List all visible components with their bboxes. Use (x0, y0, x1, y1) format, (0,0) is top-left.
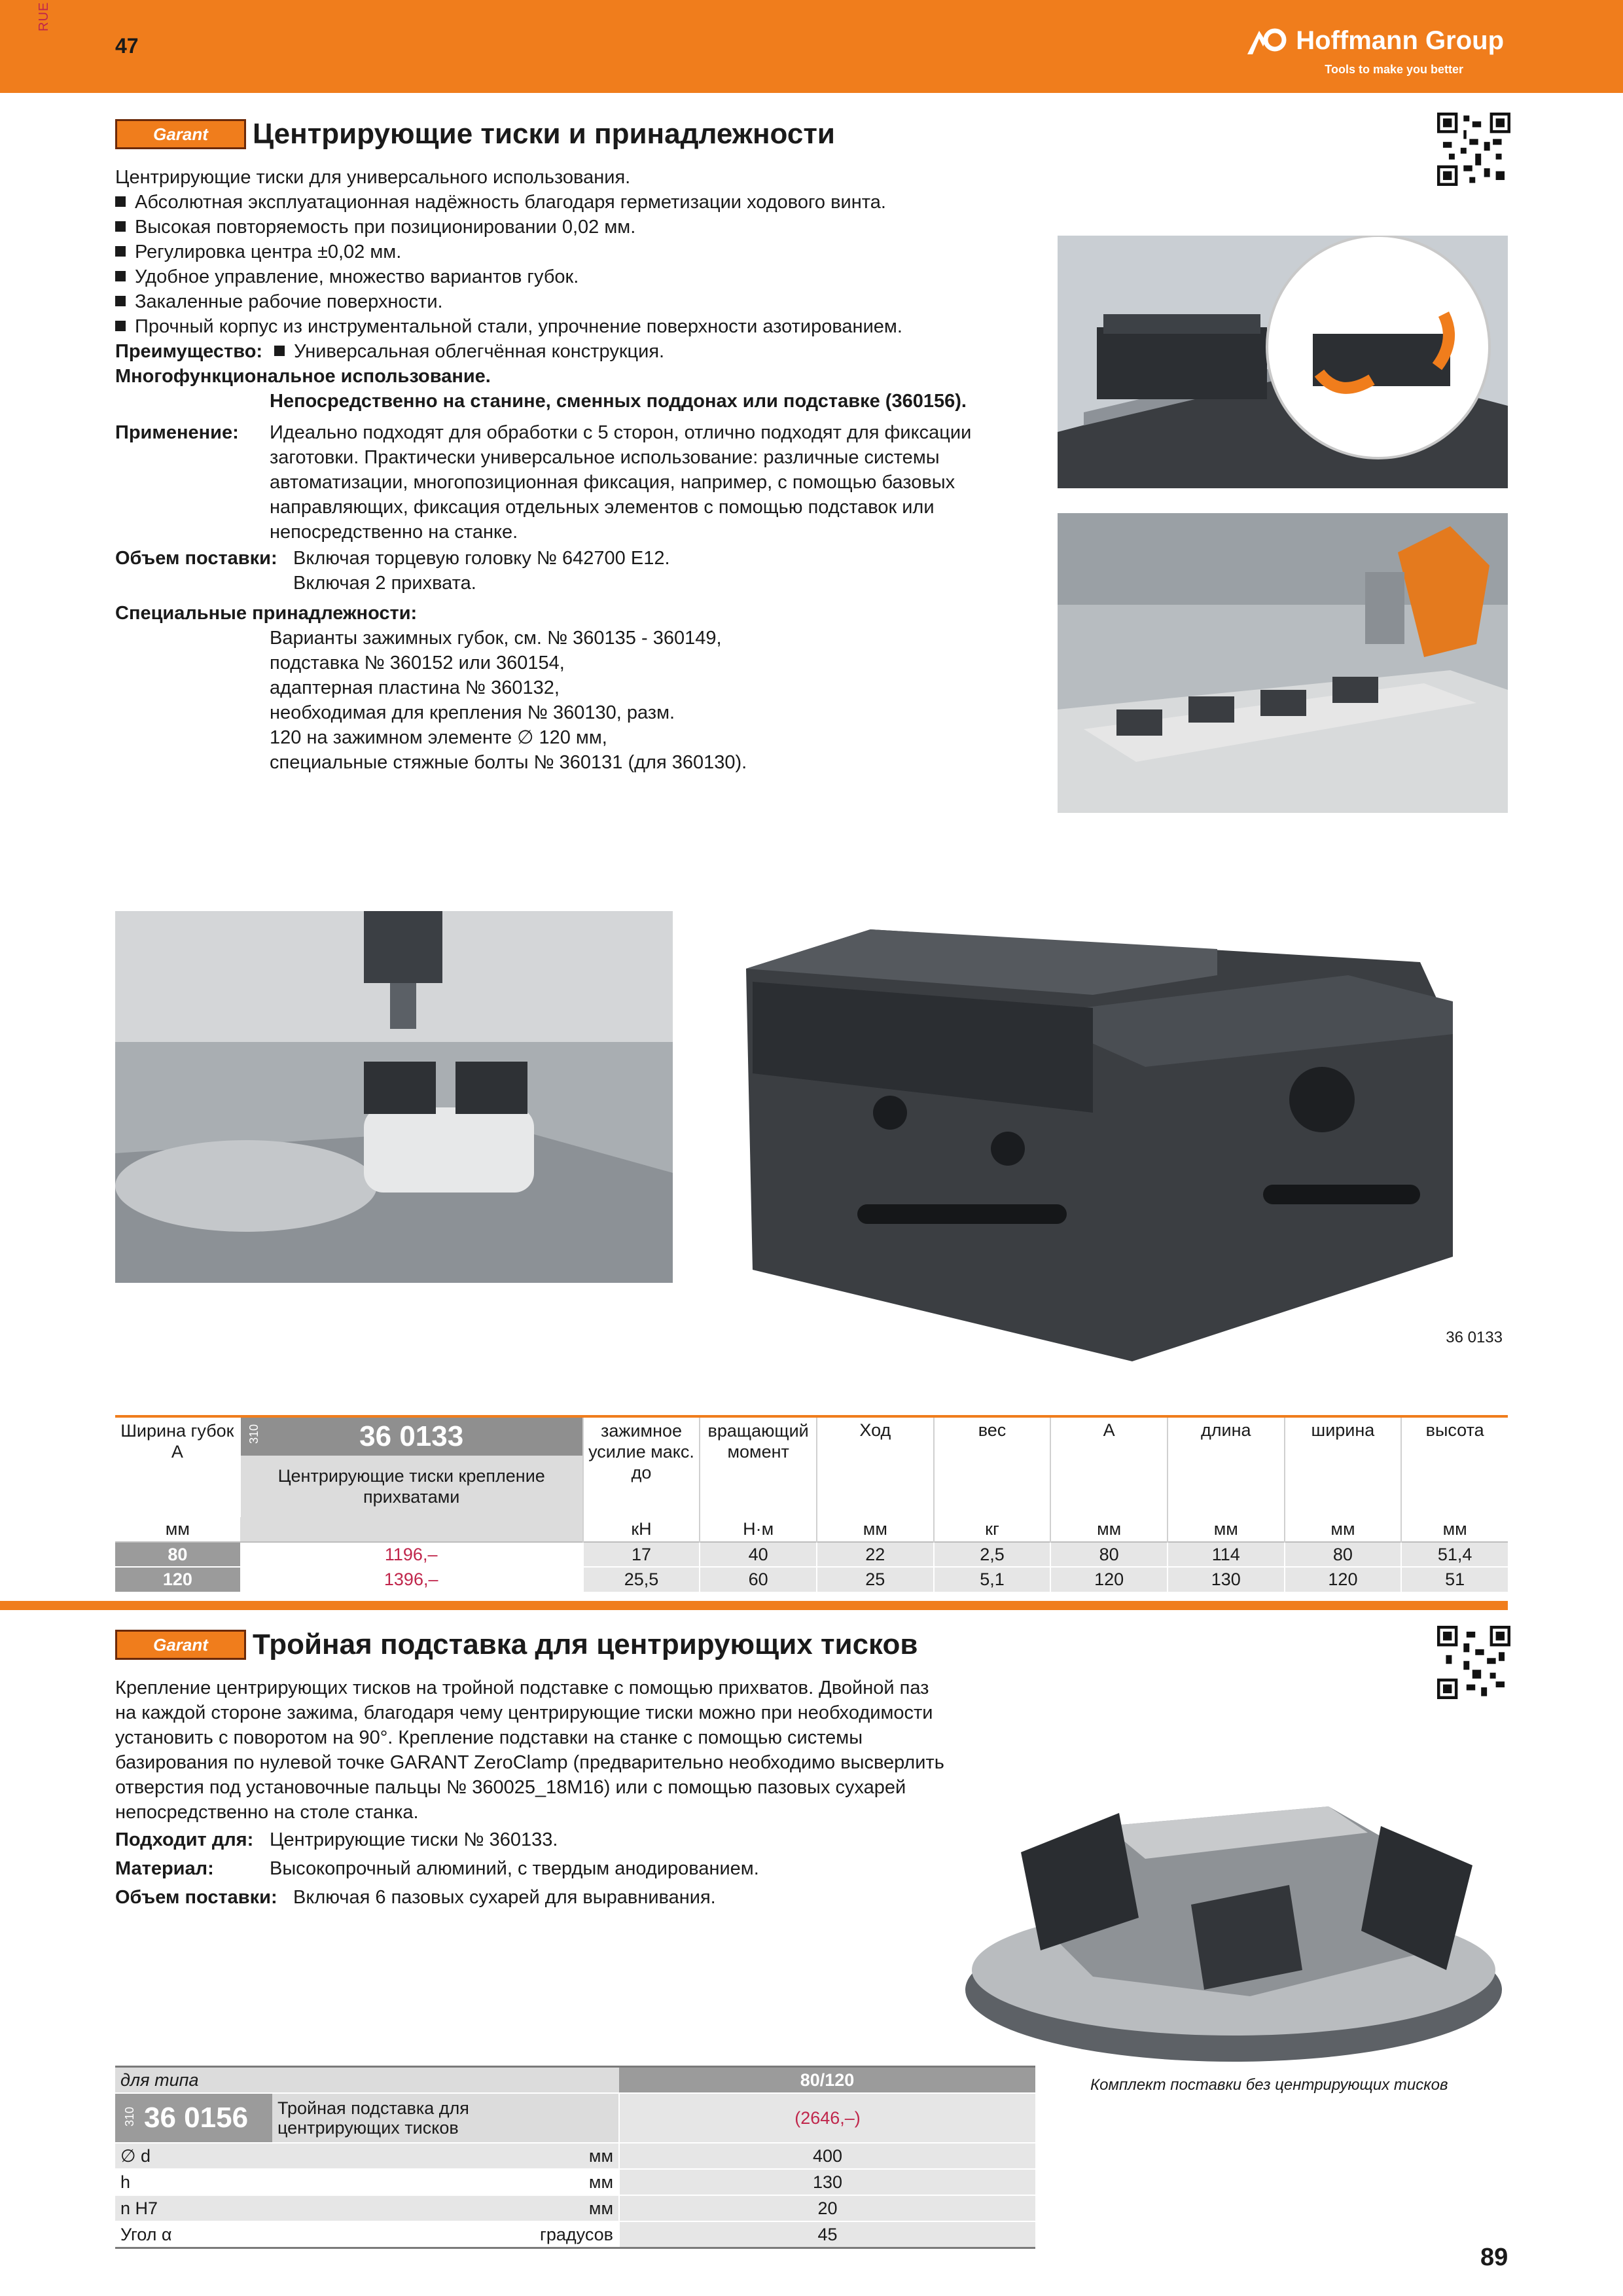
table-row[interactable] (115, 1567, 1508, 1592)
accessories-line: специальные стяжные болты № 360131 (для 360130). (270, 752, 747, 773)
bullet-square-icon (274, 346, 285, 356)
table-row[interactable] (115, 2195, 1035, 2221)
col-header-width: ширина (1285, 1418, 1402, 1517)
advantage-text: Универсальная облегчённая конструкция. (294, 341, 665, 362)
feature-item: Абсолютная эксплуатационная надёжность благодаря герметизации ходового винта. (115, 190, 902, 215)
spec-label: h (115, 2169, 272, 2195)
article-number-cell (240, 1418, 583, 1456)
spec-label: ∅ d (115, 2143, 272, 2169)
accessories-label: Специальные принадлежности: (115, 603, 418, 624)
value-cell: 51 (1401, 1567, 1508, 1592)
price-cell: 1196,– (240, 1542, 583, 1567)
description-line: установить с поворотом на 90°. Крепление подставки на станке с помощью системы (115, 1727, 863, 1748)
triple-base-photo (962, 1754, 1505, 2068)
vise-spec-table (115, 1418, 1508, 1592)
bullet-square-icon (115, 246, 126, 257)
value-cell: 17 (583, 1542, 700, 1567)
spec-value: 45 (619, 2221, 1035, 2248)
application-line: заготовки. Практически универсальное использование: различные системы (270, 447, 940, 468)
delivery-line: Включая 2 прихвата. (293, 573, 476, 594)
brand-slogan: Tools to make you better (1325, 63, 1463, 76)
qr-code-icon[interactable] (1437, 1626, 1510, 1699)
side-code: RUE (37, 1, 51, 31)
price-cell-2: (2646,–) (619, 2093, 1035, 2143)
triple-base-description (115, 1676, 944, 1825)
bullet-square-icon (115, 296, 126, 306)
spec-unit: мм (272, 2143, 619, 2169)
value-cell: 114 (1168, 1542, 1285, 1567)
article-number-cell-2 (115, 2093, 272, 2143)
accessories-line: Варианты зажимных губок, см. № 360135 - 360149, (270, 628, 722, 649)
col-header-torque: вращающий момент (700, 1418, 817, 1517)
section-divider (0, 1601, 1508, 1610)
bullet-square-icon (115, 321, 126, 331)
advantage-line (115, 339, 664, 364)
garant-badge (115, 119, 246, 149)
garant-badge-text: Garant (153, 124, 208, 144)
value-cell: 120 (1050, 1567, 1168, 1592)
fits-label: Подходит для: (115, 1829, 254, 1850)
value-cell: 51,4 (1401, 1542, 1508, 1567)
feature-item: Закаленные рабочие поверхности. (115, 289, 902, 314)
spec-label: Угол α (115, 2221, 272, 2248)
for-type-label: для типа (120, 2070, 199, 2090)
spec-unit: мм (272, 2169, 619, 2195)
vise-on-rail-photo (1058, 236, 1508, 488)
unit-cell: мм (1168, 1517, 1285, 1542)
article-description-2: Тройная подставка для центрирующих тисков (272, 2093, 619, 2143)
table-row[interactable] (115, 2221, 1035, 2248)
value-cell: 25 (817, 1567, 934, 1592)
material-label: Материал: (115, 1858, 214, 1879)
spec-value: 20 (619, 2195, 1035, 2221)
spec-value: 130 (619, 2169, 1035, 2195)
advantage-label: Преимущество: (115, 341, 263, 362)
article-description: Центрирующие тиски крепление прихватами (240, 1456, 583, 1517)
robot-automation-photo (1058, 513, 1508, 813)
bullet-square-icon (115, 221, 126, 232)
value-cell: 5,1 (934, 1567, 1051, 1592)
for-type-value: 80/120 (619, 2067, 1035, 2094)
product-image-caption: 36 0133 (1446, 1329, 1503, 1346)
accessories-line: подставка № 360152 или 360154, (270, 653, 565, 673)
accessories-text (270, 626, 747, 775)
brand-logo[interactable] (1246, 26, 1504, 56)
triple-base-caption: Комплект поставки без центрирующих тисков (1090, 2076, 1448, 2094)
feature-list (115, 190, 902, 339)
description-line: базирования по нулевой точке GARANT ZeroClamp (предварительно необходимо высверлить (115, 1752, 944, 1773)
qr-code-icon[interactable] (1437, 113, 1510, 186)
section-title-vise: Центрирующие тиски и принадлежности (253, 118, 835, 150)
unit-cell: мм (1285, 1517, 1402, 1542)
unit-cell: мм (1050, 1517, 1168, 1542)
feature-item: Высокая повторяемость при позиционировании 0,02 мм. (115, 215, 902, 240)
spec-unit: мм (272, 2195, 619, 2221)
spec-value: 400 (619, 2143, 1035, 2169)
feature-item: Регулировка центра ±0,02 мм. (115, 240, 902, 264)
value-cell: 130 (1168, 1567, 1285, 1592)
value-cell: 80 (1285, 1542, 1402, 1567)
bullet-square-icon (115, 271, 126, 281)
col-header-weight: вес (934, 1418, 1051, 1517)
delivery-label: Объем поставки: (115, 548, 277, 569)
machining-center-photo (115, 911, 673, 1283)
article-number: 36 0133 (359, 1420, 464, 1452)
article-prefix-2: 310 (123, 2107, 136, 2127)
bullet-square-icon (115, 196, 126, 207)
col-header-stroke: Ход (817, 1418, 934, 1517)
garant-badge-text: Garant (153, 1634, 208, 1655)
application-line: непосредственно на станке. (270, 522, 518, 543)
section-title-triple-base: Тройная подставка для центрирующих тисков (253, 1628, 918, 1660)
value-cell: 25,5 (583, 1567, 700, 1592)
jaw-width-cell: 120 (115, 1567, 240, 1592)
unit-cell: мм (165, 1519, 190, 1539)
jaw-width-header: Ширина губок A (120, 1421, 234, 1462)
description-line: непосредственно на столе станка. (115, 1802, 419, 1823)
article-prefix: 310 (247, 1424, 260, 1444)
application-text (270, 420, 971, 545)
multi-use-text: Непосредственно на станине, сменных поддонах или подставке (360156). (270, 391, 967, 412)
spec-label: n H7 (115, 2195, 272, 2221)
unit-cell (240, 1517, 583, 1542)
col-header-height: высота (1401, 1418, 1508, 1517)
material-text: Высокопрочный алюминий, с твердым анодированием. (270, 1858, 759, 1879)
article-number-2: 36 0156 (144, 2102, 249, 2134)
accessories-line: 120 на зажимном элементе ∅ 120 мм, (270, 727, 607, 748)
table-row[interactable] (115, 2169, 1035, 2195)
col-header-clamping-force: зажимное усилие макс. до (583, 1418, 700, 1517)
brand-name: Hoffmann Group (1296, 26, 1504, 55)
col-header-a: A (1050, 1418, 1168, 1517)
value-cell: 120 (1285, 1567, 1402, 1592)
application-label: Применение: (115, 422, 239, 443)
fits-text: Центрирующие тиски № 360133. (270, 1829, 558, 1850)
unit-cell: кг (934, 1517, 1051, 1542)
col-header-length: длина (1168, 1418, 1285, 1517)
application-line: направляющих, фиксация отдельных элементов с помощью подставок или (270, 497, 935, 518)
unit-cell: кН (583, 1517, 700, 1542)
value-cell: 22 (817, 1542, 934, 1567)
unit-cell: мм (817, 1517, 934, 1542)
feature-item: Удобное управление, множество вариантов губок. (115, 264, 902, 289)
table-row[interactable] (115, 2143, 1035, 2169)
jaw-width-cell: 80 (115, 1542, 240, 1567)
spec-unit: градусов (272, 2221, 619, 2248)
description-line: на каждой стороне зажима, благодаря чему центрирующие тиски можно при необходимости (115, 1702, 933, 1723)
value-cell: 60 (700, 1567, 817, 1592)
value-cell: 40 (700, 1542, 817, 1567)
triple-base-spec-table (115, 2066, 1035, 2249)
value-cell: 80 (1050, 1542, 1168, 1567)
price-cell: 1396,– (240, 1567, 583, 1592)
delivery-line: Включая торцевую головку № 642700 E12. (293, 548, 670, 569)
delivery-text-2: Включая 6 пазовых сухарей для выравнивания. (293, 1887, 716, 1908)
page-number: 89 (1480, 2244, 1508, 2271)
catalog-page-number: 47 (115, 34, 139, 58)
garant-badge (115, 1630, 246, 1660)
application-line: Идеально подходят для обработки с 5 сторон, отлично подходят для фиксации (270, 422, 972, 443)
application-line: автоматизации, многопозиционная фиксация, например, с помощью базовых (270, 472, 955, 493)
delivery-text (293, 546, 670, 596)
multi-use-label: Многофункциональное использование. (115, 366, 491, 387)
accessories-line: адаптерная пластина № 360132, (270, 677, 560, 698)
description-line: отверстия под установочные пальцы № 360025_18M16) или с помощью пазовых сухарей (115, 1777, 906, 1798)
accessories-line: необходимая для крепления № 360130, разм. (270, 702, 675, 723)
unit-cell: Н·м (700, 1517, 817, 1542)
value-cell: 2,5 (934, 1542, 1051, 1567)
table-row[interactable] (115, 1542, 1508, 1567)
feature-item: Прочный корпус из инструментальной стали, упрочнение поверхности азотированием. (115, 314, 902, 339)
intro-text: Центрирующие тиски для универсального использования. (115, 167, 631, 188)
unit-cell: мм (1401, 1517, 1508, 1542)
delivery-label-2: Объем поставки: (115, 1887, 277, 1908)
description-line: Крепление центрирующих тисков на тройной подставке с помощью прихватов. Двойной паз (115, 1677, 929, 1698)
hoffmann-logo-icon (1246, 27, 1288, 56)
centering-vise-photo (726, 903, 1505, 1381)
